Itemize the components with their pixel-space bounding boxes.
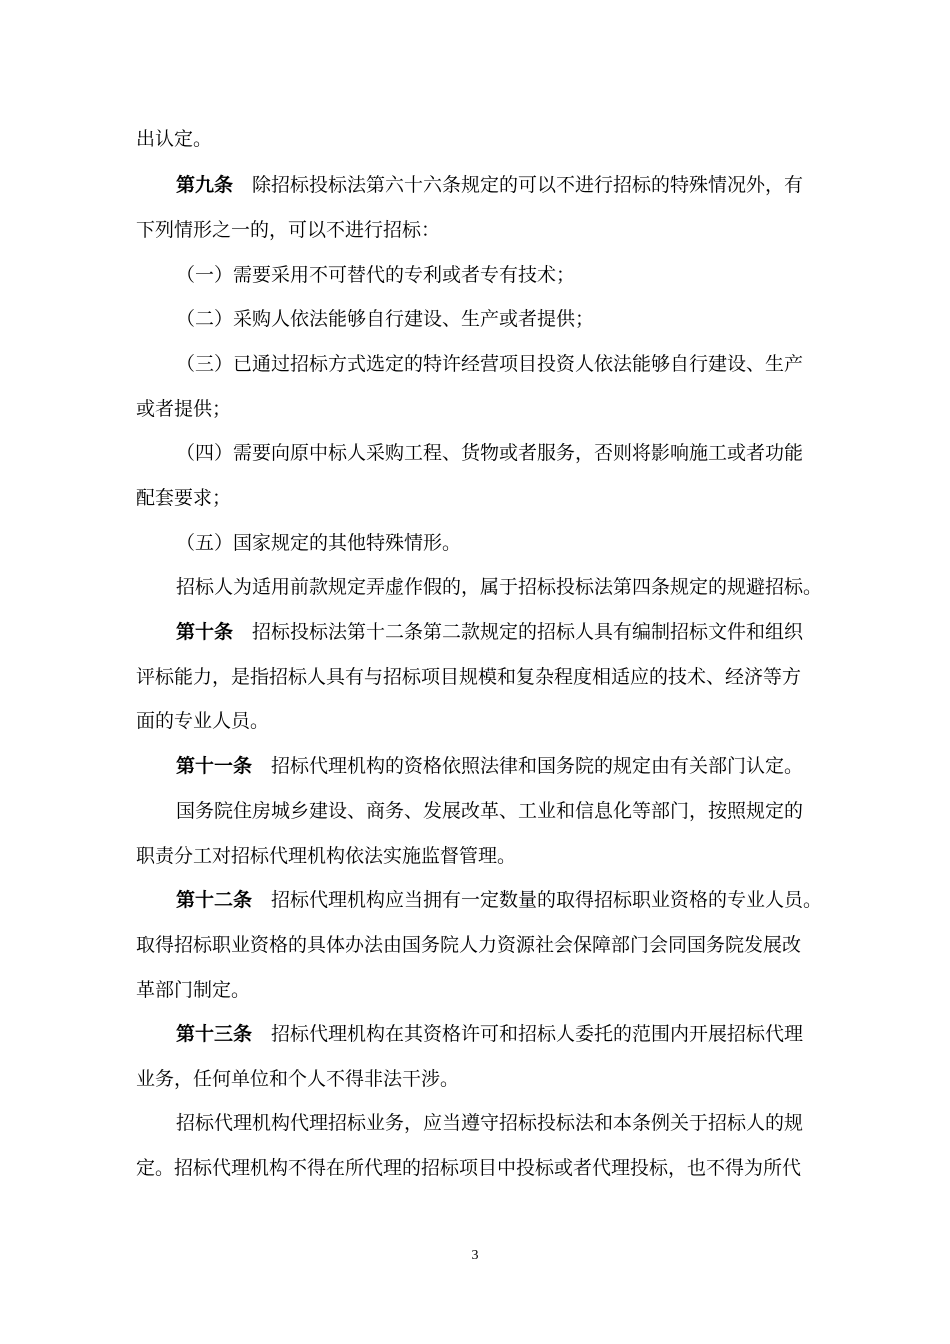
line-text: 评标能力，是指招标人具有与招标项目规模和复杂程度相适应的技术、经济等方 [136, 666, 802, 688]
line-text: （三）已通过招标方式选定的特许经营项目投资人依法能够自行建设、生产 [176, 353, 804, 375]
line-text: 招标代理机构代理招标业务，应当遵守招标投标法和本条例关于招标人的规 [176, 1112, 804, 1134]
paragraph-line [176, 799, 803, 823]
line-text: 招标代理机构在其资格许可和招标人委托的范围内开展招标代理 [252, 1023, 804, 1045]
line-text: （一）需要采用不可替代的专利或者专有技术； [176, 264, 576, 286]
line-text: 配套要求； [136, 487, 232, 509]
paragraph-line [136, 127, 212, 151]
paragraph-line [176, 575, 822, 599]
line-text: 定。招标代理机构不得在所代理的招标项目中投标或者代理投标，也不得为所代 [136, 1157, 802, 1179]
line-text: （二）采购人依法能够自行建设、生产或者提供； [176, 308, 595, 330]
paragraph-line [136, 844, 516, 868]
paragraph-line [136, 218, 440, 242]
line-text: 职责分工对招标代理机构依法实施监督管理。 [136, 845, 517, 867]
paragraph-line [136, 1067, 459, 1091]
article-heading: 第九条 [176, 174, 234, 196]
paragraph-line [136, 709, 269, 733]
paragraph-line [136, 665, 801, 689]
paragraph-line [176, 441, 803, 465]
line-text: （五）国家规定的其他特殊情形。 [176, 532, 462, 554]
article-heading: 第十二条 [176, 889, 253, 911]
page-number: 3 [471, 1248, 479, 1263]
article-heading: 第十条 [176, 621, 234, 643]
paragraph-line [136, 933, 801, 957]
article-line [176, 173, 803, 197]
line-text: 招标代理机构应当拥有一定数量的取得招标职业资格的专业人员。 [252, 889, 823, 911]
line-text: 出认定。 [136, 128, 213, 150]
line-text: 下列情形之一的，可以不进行招标： [136, 219, 441, 241]
article-heading: 第十三条 [176, 1023, 253, 1045]
line-text: 或者提供； [136, 398, 232, 420]
paragraph-line [176, 307, 594, 331]
line-text: 招标代理机构的资格依照法律和国务院的规定由有关部门认定。 [252, 755, 804, 777]
line-text: 革部门制定。 [136, 979, 251, 1001]
article-line [176, 754, 803, 778]
line-text: 国务院住房城乡建设、商务、发展改革、工业和信息化等部门，按照规定的 [176, 800, 804, 822]
article-line [176, 1022, 803, 1046]
article-line [176, 620, 803, 644]
paragraph-line [176, 531, 461, 555]
paragraph-line [176, 352, 803, 376]
line-text: 面的专业人员。 [136, 710, 270, 732]
paragraph-line [136, 1156, 801, 1180]
article-line [176, 888, 822, 912]
paragraph-line [176, 263, 575, 287]
paragraph-line [136, 397, 231, 421]
paragraph-line [136, 978, 250, 1002]
article-heading: 第十一条 [176, 755, 253, 777]
paragraph-line [176, 1111, 803, 1135]
paragraph-line [136, 486, 231, 510]
line-text: 除招标投标法第六十六条规定的可以不进行招标的特殊情况外，有 [233, 174, 804, 196]
line-text: 招标投标法第十二条第二款规定的招标人具有编制招标文件和组织 [233, 621, 804, 643]
line-text: 业务，任何单位和个人不得非法干涉。 [136, 1068, 460, 1090]
line-text: 招标人为适用前款规定弄虚作假的，属于招标投标法第四条规定的规避招标。 [176, 576, 823, 598]
line-text: 取得招标职业资格的具体办法由国务院人力资源社会保障部门会同国务院发展改 [136, 934, 802, 956]
line-text: （四）需要向原中标人采购工程、货物或者服务，否则将影响施工或者功能 [176, 442, 804, 464]
